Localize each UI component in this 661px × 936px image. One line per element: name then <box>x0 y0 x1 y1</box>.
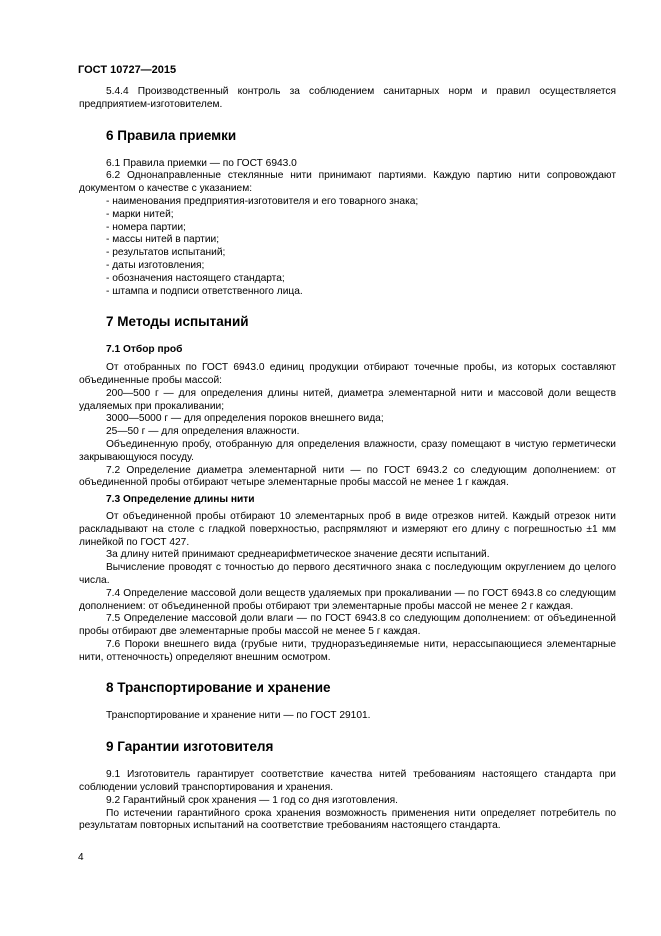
list-item: - результатов испытаний; <box>106 247 226 259</box>
paragraph-9-2: 9.2 Гарантийный срок хранения — 1 год со дня изготовления. <box>106 794 398 806</box>
paragraph-7-6: 7.6 Пороки внешнего вида (грубые нити, трудноразъединяемые нити, нерассыпающиеся элементарные нити, оттеночность) определяют внешним осмотром. <box>79 638 616 663</box>
list-item: - обозначения настоящего стандарта; <box>106 272 285 284</box>
list-item: - номера партии; <box>106 221 186 233</box>
paragraph-6-2: 6.2 Однонаправленные стеклянные нити принимают партиями. Каждую партию нити сопровождают документом о качестве с указанием: <box>79 170 616 195</box>
section-8-title: 8 Транспортирование и хранение <box>106 680 331 696</box>
subsection-7-1-title: 7.1 Отбор проб <box>106 344 183 356</box>
list-item: - штампа и подписи ответственного лица. <box>106 285 303 297</box>
paragraph-5-4-4: 5.4.4 Производственный контроль за соблюдением санитарных норм и правил осуществляется предприятием-изготовителем. <box>79 86 616 110</box>
paragraph-7-1-e: Объединенную пробу, отобранную для определения влажности, сразу помещают в чистую герметически закрывающуюся посуду. <box>79 438 616 463</box>
document-requirements-list <box>79 196 616 298</box>
section-9-title: 9 Гарантии изготовителя <box>106 739 274 755</box>
paragraph-7-3-b: За длину нитей принимают среднеарифметическое значение десяти испытаний. <box>106 549 490 561</box>
page-number: 4 <box>78 852 84 863</box>
paragraph-8: Транспортирование и хранение нити — по ГОСТ 29101. <box>106 710 371 722</box>
paragraph-6-1: 6.1 Правила приемки — по ГОСТ 6943.0 <box>106 157 297 169</box>
list-item: - массы нитей в партии; <box>106 234 220 246</box>
paragraph-7-1-b: 200—500 г — для определения длины нитей, диаметра элементарной нити и массовой доли веществ удаляемых при прокаливании; <box>79 387 616 412</box>
paragraph-7-1-d: 25—50 г — для определения влажности. <box>106 426 300 438</box>
paragraph-7-2: 7.2 Определение диаметра элементарной нити — по ГОСТ 6943.2 со следующим дополнением: от объединенной пробы отбирают четыре элементарные пробы массой не менее 1 г каждая. <box>79 464 616 489</box>
paragraph-7-4: 7.4 Определение массовой доли веществ удаляемых при прокаливании — по ГОСТ 6943.8 со следующим дополнением: от объединенной пробы отбирают три элементарные пробы массой не менее 2 г каждая. <box>79 587 616 612</box>
subsection-7-3-title: 7.3 Определение длины нити <box>106 494 255 506</box>
list-item: - наименования предприятия-изготовителя и его товарного знака; <box>106 195 419 207</box>
paragraph-7-1-a: От отобранных по ГОСТ 6943.0 единиц продукции отбирают точечные пробы, из которых составляют объединенные пробы массой: <box>79 362 616 386</box>
paragraph-9-1: 9.1 Изготовитель гарантирует соответствие качества нитей требованиям настоящего стандарта при соблюдении условий транспортирования и хранения. <box>79 769 616 794</box>
list-item: - даты изготовления; <box>106 259 205 271</box>
section-6-title: 6 Правила приемки <box>106 127 237 143</box>
paragraph-7-3-a: От объединенной пробы отбирают 10 элементарных проб в виде отрезков нитей. Каждый отрезок нити раскладывают на столе с гладкой поверхностью, распрямляют и измеряют его длину с погрешностью ±1 мм линейкой по ГОСТ 427. <box>79 510 616 548</box>
document-id: ГОСТ 10727—2015 <box>78 64 177 76</box>
document-body <box>79 86 616 833</box>
paragraph-7-5: 7.5 Определение массовой доли влаги — по ГОСТ 6943.8 со следующим дополнением: от объединенной пробы отбирают две элементарные пробы массой не менее 5 г каждая. <box>79 613 616 638</box>
paragraph-7-1-c: 3000—5000 г — для определения пороков внешнего вида; <box>106 413 384 425</box>
section-7-title: 7 Методы испытаний <box>106 314 249 330</box>
paragraph-7-3-c: Вычисление проводят с точностью до первого десятичного знака с последующим округлением до целого числа. <box>79 562 616 586</box>
list-item: - марки нитей; <box>106 208 174 220</box>
paragraph-9-3: По истечении гарантийного срока хранения возможность применения нити определяет потребитель по результатам повторных испытаний на соответствие требованиям настоящего стандарта. <box>79 807 616 832</box>
